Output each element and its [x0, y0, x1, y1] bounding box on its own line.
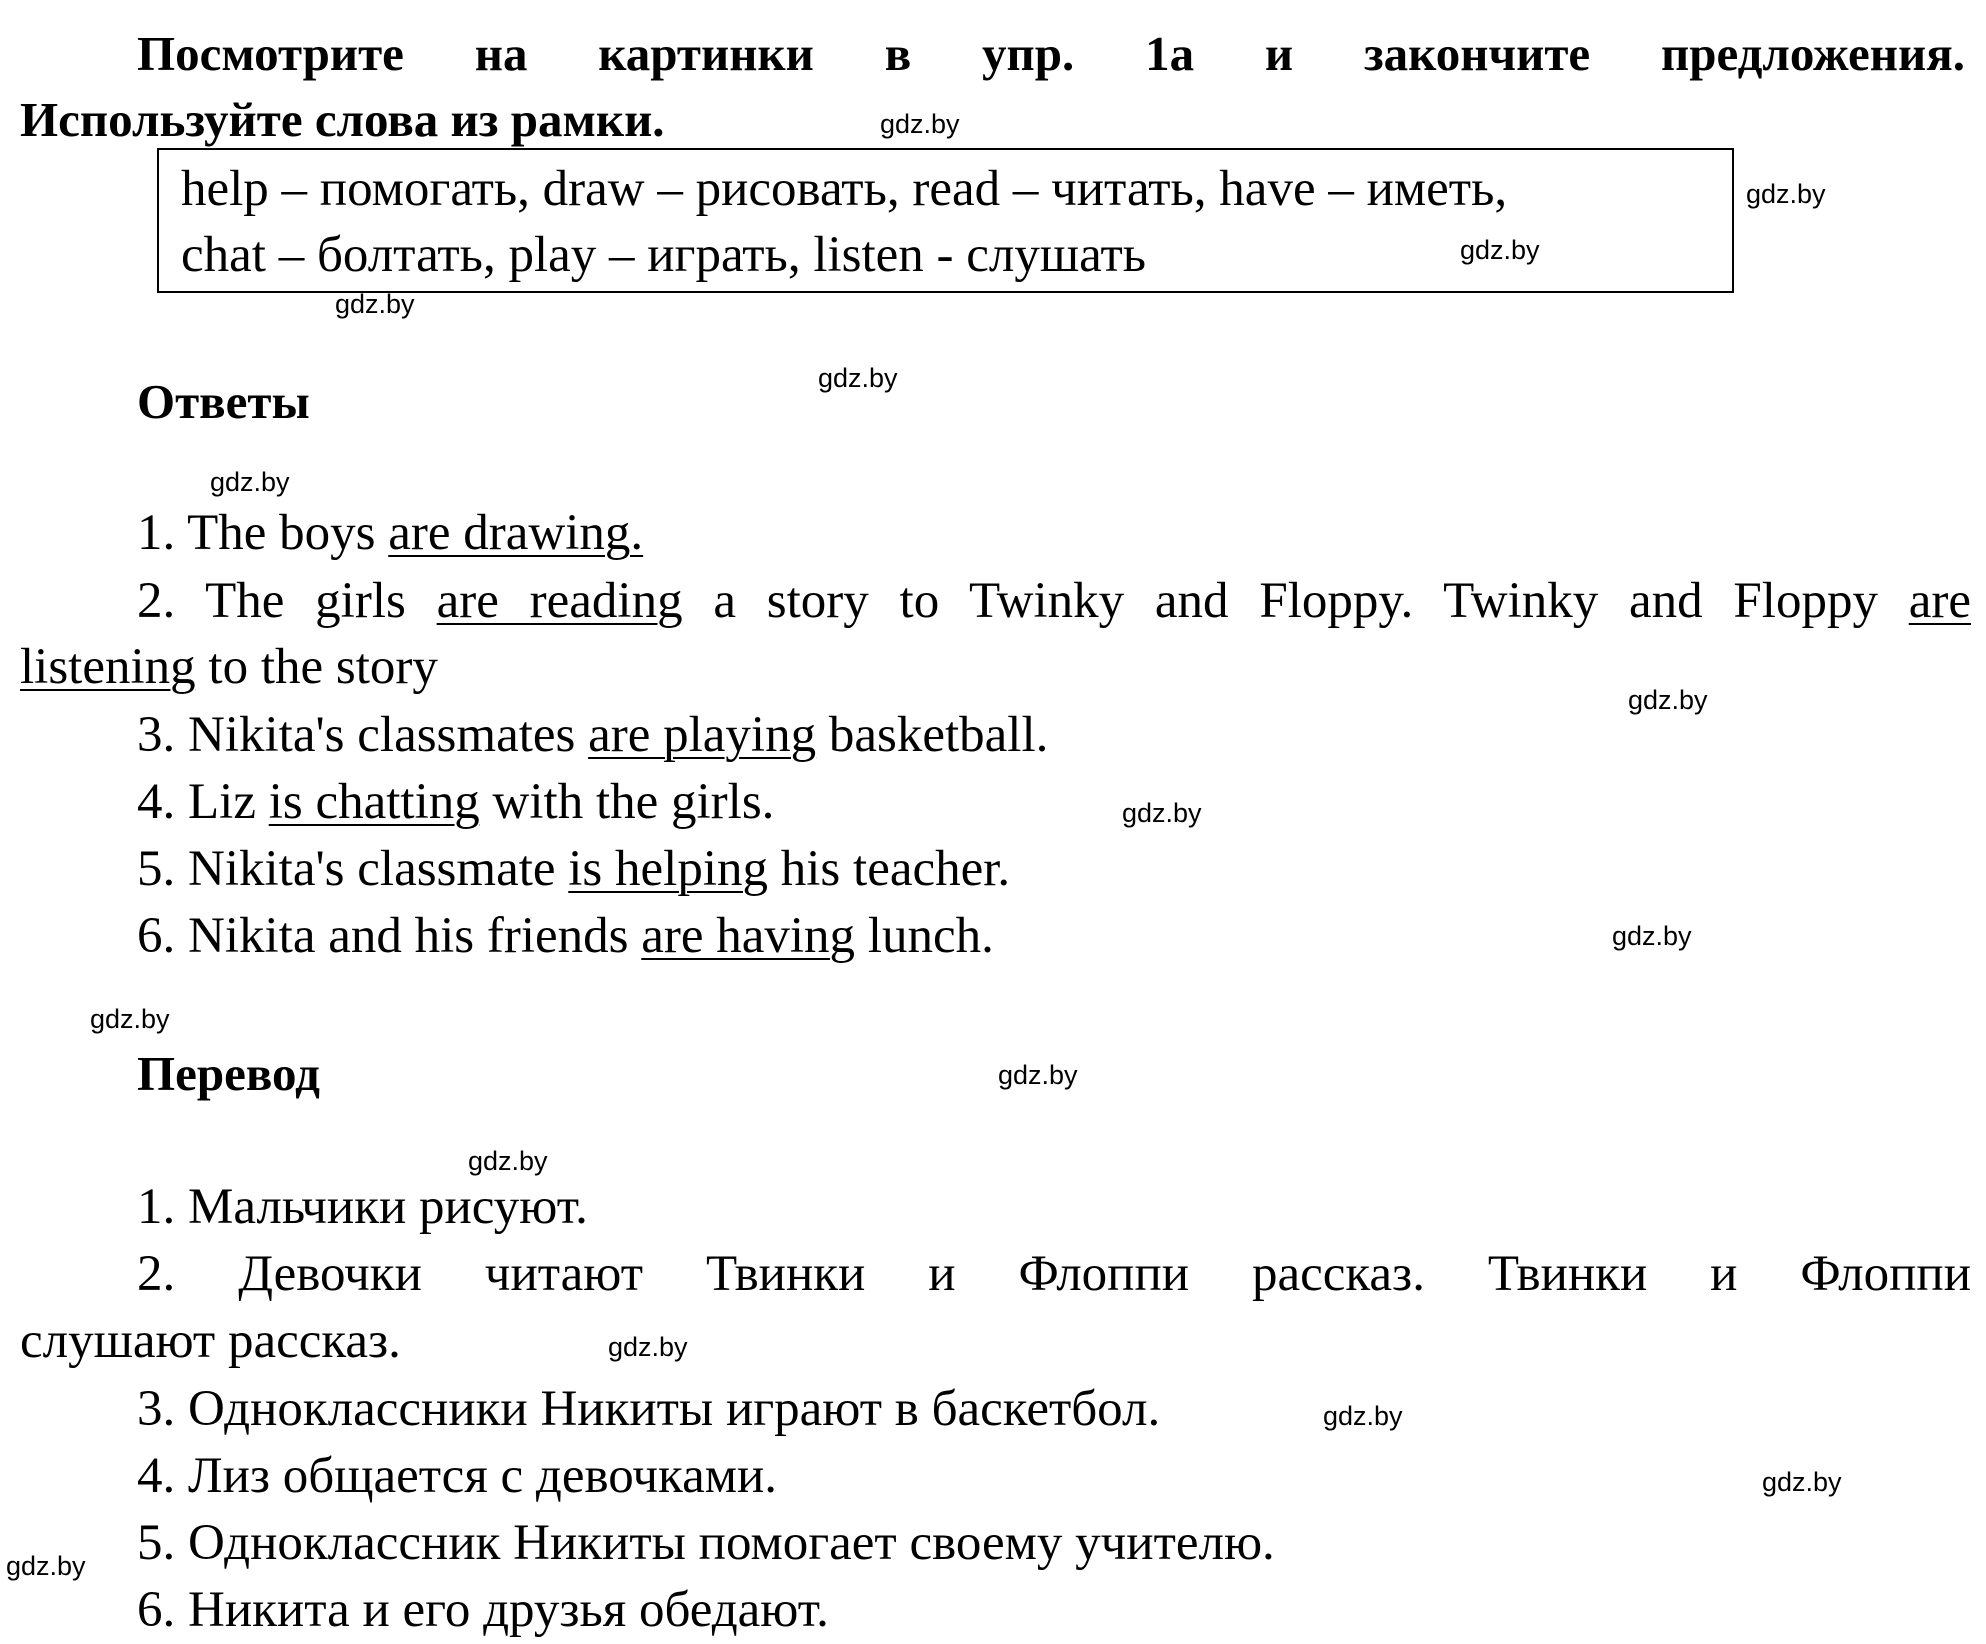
- translation-heading: Перевод: [137, 1046, 320, 1101]
- task-instruction-line2: Используйте слова из рамки.: [20, 92, 665, 147]
- answer-2-line2: listening to the story: [20, 639, 438, 695]
- watermark: gdz.by: [1122, 798, 1202, 828]
- task-instruction-line1: Посмотрите на картинки в упр. 1а и закончите предложения.: [137, 26, 1965, 81]
- translation-2-line1: 2. Девочки читают Твинки и Флоппи рассказ. Твинки и Флоппи: [137, 1246, 1971, 1302]
- translation-3: 3. Одноклассники Никиты играют в баскетбол.: [137, 1381, 1161, 1437]
- translation-2-line2: слушают рассказ.: [20, 1313, 401, 1369]
- answer-6-verb: are having: [641, 908, 856, 964]
- word-box: [157, 148, 1734, 293]
- watermark: gdz.by: [818, 363, 898, 393]
- word-box-line1: help – помогать, draw – рисовать, read – читать, have – иметь,: [181, 161, 1508, 217]
- answer-5: 5. Nikita's classmate is helping his teacher.: [137, 841, 1011, 897]
- watermark: gdz.by: [608, 1332, 688, 1362]
- answer-2-verb2b: listening: [20, 639, 196, 695]
- translation-6: 6. Никита и его друзья обедают.: [137, 1582, 829, 1638]
- answer-6: 6. Nikita and his friends are having lunch.: [137, 908, 994, 964]
- translation-1: 1. Мальчики рисуют.: [137, 1179, 588, 1235]
- watermark: gdz.by: [880, 109, 960, 139]
- watermark: gdz.by: [1460, 235, 1540, 265]
- answers-heading: Ответы: [137, 374, 310, 429]
- watermark: gdz.by: [1746, 179, 1826, 209]
- watermark: gdz.by: [998, 1060, 1078, 1090]
- watermark: gdz.by: [468, 1146, 548, 1176]
- watermark: gdz.by: [335, 289, 415, 319]
- answer-1-verb: are drawing.: [388, 505, 644, 561]
- watermark: gdz.by: [1323, 1401, 1403, 1431]
- answer-1: 1. The boys are drawing.: [137, 505, 644, 561]
- word-box-line2: chat – болтать, play – играть, listen - слушать: [181, 227, 1147, 283]
- watermark: gdz.by: [6, 1551, 86, 1581]
- translation-5: 5. Одноклассник Никиты помогает своему учителю.: [137, 1515, 1275, 1571]
- watermark: gdz.by: [1762, 1467, 1842, 1497]
- watermark: gdz.by: [1628, 685, 1708, 715]
- answer-5-verb: is helping: [568, 841, 769, 897]
- watermark: gdz.by: [210, 467, 290, 497]
- translation-4: 4. Лиз общается с девочками.: [137, 1448, 778, 1504]
- answer-4-verb: is chatting: [268, 774, 480, 830]
- answer-2-line1: 2. The girls are reading a story to Twinky and Floppy. Twinky and Floppy are: [137, 573, 1971, 629]
- watermark: gdz.by: [90, 1004, 170, 1034]
- answer-3: 3. Nikita's classmates are playing basketball.: [137, 707, 1049, 763]
- answer-4: 4. Liz is chatting with the girls.: [137, 774, 775, 830]
- answer-2-verb2a: are: [1908, 573, 1971, 629]
- watermark: gdz.by: [1612, 921, 1692, 951]
- answer-2-verb: are reading: [436, 573, 683, 629]
- answer-3-verb: are playing: [588, 707, 817, 763]
